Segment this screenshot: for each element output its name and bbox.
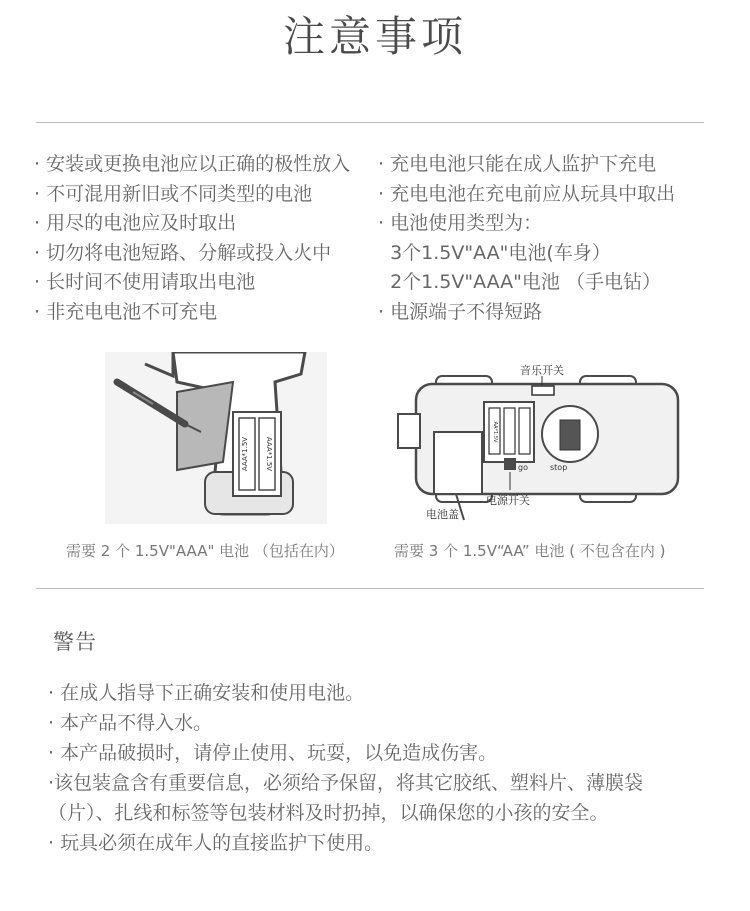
switch-go-text: go [518, 463, 528, 472]
precaution-item: · 用尽的电池应及时取出 [34, 212, 237, 234]
car-battery-illustration [394, 352, 684, 528]
drill-caption: 需要 2 个 1.5V"AAA" 电池 （包括在内） [66, 542, 344, 560]
precaution-item: · 电池使用类型为： [378, 212, 543, 234]
switch-stop-text: stop [550, 463, 568, 472]
precaution-item: · 切勿将电池短路、分解或投入火中 [34, 241, 332, 264]
precaution-item: · 充电电池在充电前应从玩具中取出 [378, 182, 676, 205]
car-battery-label: AA*1.5V [492, 421, 498, 443]
music-switch-label: 音乐开关 [520, 364, 564, 377]
warning-item: · 在成人指导下正确安装和使用电池。 [48, 682, 365, 704]
power-switch-label: 电源开关 [486, 494, 530, 507]
divider-middle [36, 588, 704, 589]
precaution-item: · 非充电电池不可充电 [34, 300, 218, 323]
precaution-item: 3个1.5V"AA"电池(车身） [378, 241, 611, 264]
warning-item: · 本产品不得入水。 [48, 712, 213, 734]
warning-list [48, 678, 643, 858]
precaution-item: · 安装或更换电池应以正确的极性放入 [34, 153, 351, 175]
precautions-left-column [34, 150, 350, 327]
page-title: 注意事项 [282, 12, 467, 61]
drill-battery-label: AAA*1.5V [241, 436, 249, 472]
music-switch [532, 386, 554, 395]
precaution-item: · 长时间不使用请取出电池 [34, 271, 256, 293]
warning-item: ·该包装盒含有重要信息，必须给予保留，将其它胶纸、塑料片、薄膜袋 [48, 772, 644, 794]
battery-cover-label: 电池盖 [426, 508, 459, 521]
car-caption: 需要 3 个 1.5V“AA” 电池 ( 不包含在内 ) [394, 542, 666, 560]
warning-item: · 本产品破损时，请停止使用、玩耍，以免造成伤害。 [48, 742, 498, 764]
precaution-item: · 电源端子不得短路 [378, 300, 543, 323]
warning-heading: 警告 [53, 630, 97, 654]
warning-item: · 玩具必须在成年人的直接监护下使用。 [48, 832, 384, 854]
divider-top [36, 122, 704, 123]
precautions-right-column [378, 150, 675, 327]
precaution-item: 2个1.5V"AAA"电池 （手电钻） [378, 271, 661, 293]
drill-battery-label-2: AAA*1.5V [265, 436, 273, 472]
precaution-item: · 充电电池只能在成人监护下充电 [378, 153, 657, 175]
power-switch [504, 458, 516, 470]
precaution-item: · 不可混用新旧或不同类型的电池 [34, 182, 313, 205]
warning-item: （片）、扎线和标签等包装材料及时扔掉，以确保您的小孩的安全。 [48, 802, 609, 824]
drill-battery-illustration [105, 352, 327, 524]
